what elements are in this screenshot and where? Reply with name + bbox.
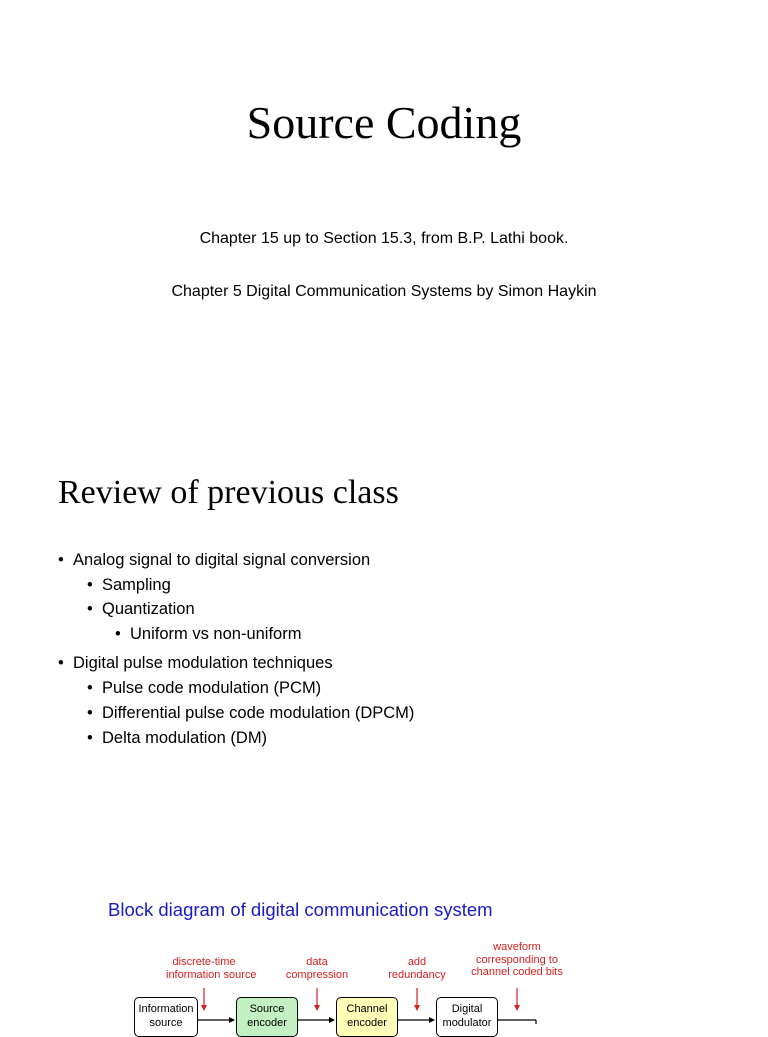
bullet-icon: • [87, 679, 93, 697]
slide-title-source-coding: Source Coding [246, 97, 522, 148]
block-label: Information [138, 1003, 194, 1015]
annotation-line: data [306, 956, 328, 968]
bullet-icon: • [58, 654, 64, 672]
annotation-line: information source [166, 968, 257, 981]
block-label: modulator [442, 1017, 492, 1029]
bullet-text: Uniform vs non-uniform [130, 625, 302, 643]
block-label: Source [249, 1003, 285, 1015]
subtitle-haykin-reference: Chapter 5 Digital Communication Systems by Simon Haykin [171, 283, 597, 300]
bullet-icon: • [87, 576, 93, 594]
annotation-line: add [407, 956, 427, 968]
block-information-source [134, 997, 198, 1037]
bullet-icon: • [115, 625, 121, 643]
annotation-line: channel coded bits [471, 966, 563, 978]
slide-title-review: Review of previous class [58, 474, 399, 511]
bullet-icon: • [58, 551, 64, 569]
bullet-text: Analog signal to digital signal conversion [73, 551, 371, 569]
block-label: encoder [347, 1017, 387, 1029]
bullet-icon: • [87, 729, 93, 747]
bullet-text: Sampling [102, 576, 171, 594]
slide-title-block-diagram: Block diagram of digital communication system [108, 899, 493, 920]
bullet-text: Digital pulse modulation techniques [73, 654, 333, 672]
bullet-icon: • [87, 600, 93, 618]
annotation-line: discrete-time [172, 956, 236, 968]
annotation-line: waveform [493, 941, 541, 953]
block-label: encoder [247, 1017, 287, 1029]
bullet-text: Quantization [102, 600, 195, 618]
subtitle-lathi-reference: Chapter 15 up to Section 15.3, from B.P. Lathi book. [199, 230, 569, 247]
block-label: Channel [346, 1003, 388, 1015]
annotation-line: corresponding to [476, 953, 558, 966]
bullet-text: Differential pulse code modulation (DPCM) [102, 704, 415, 722]
block-label: Digital [451, 1003, 483, 1015]
block-channel-encoder [336, 997, 398, 1037]
bullet-text: Pulse code modulation (PCM) [102, 679, 322, 697]
block-label: source [149, 1017, 183, 1029]
block-digital-modulator [436, 997, 498, 1037]
bullet-icon: • [87, 704, 93, 722]
annotation-line: compression [285, 968, 349, 981]
block-source-encoder [236, 997, 298, 1037]
bullet-text: Delta modulation (DM) [102, 729, 268, 747]
annotation-line: redundancy [388, 968, 446, 981]
